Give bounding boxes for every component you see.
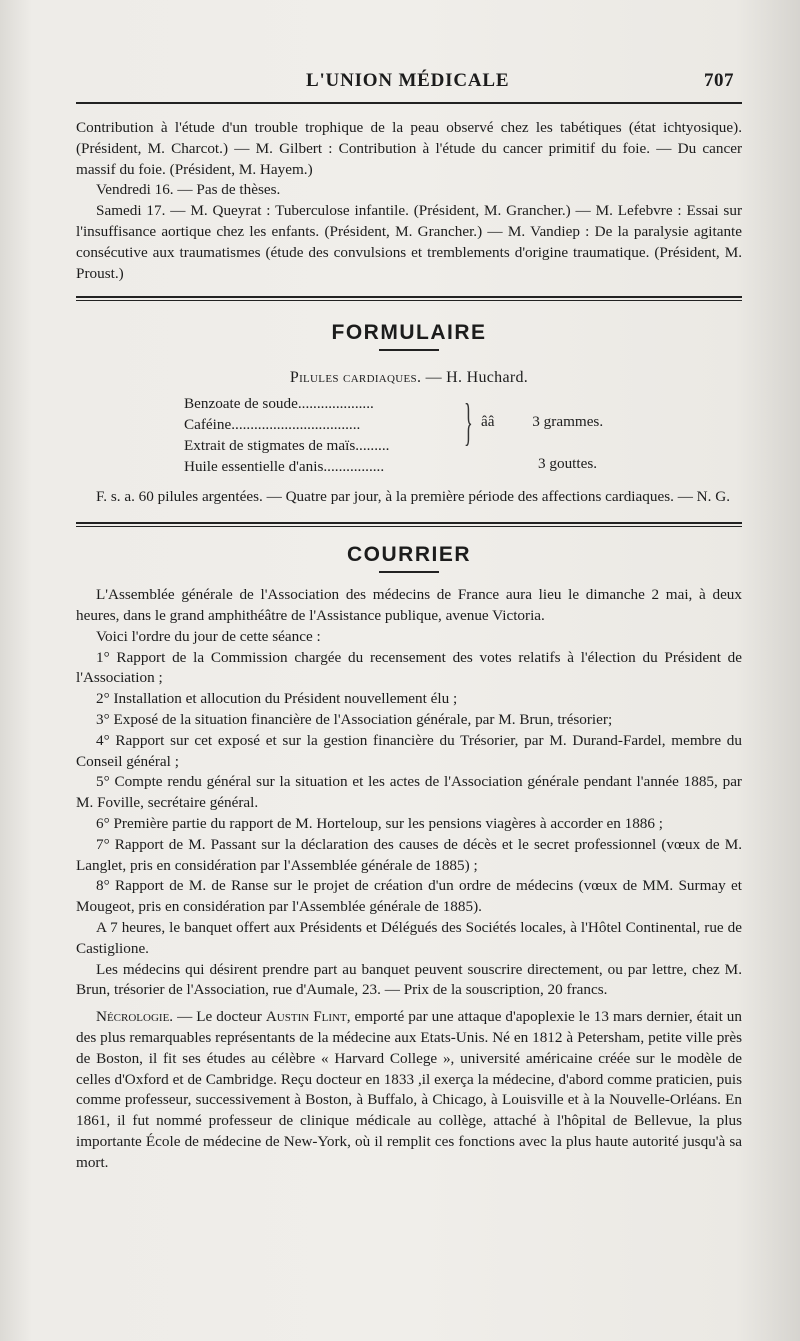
section-divider — [76, 522, 742, 527]
necrologie-label: Nécrologie. — [96, 1008, 174, 1026]
section-divider — [76, 296, 742, 301]
brace-glyph: } — [464, 394, 473, 452]
agenda-item: 4° Rapport sur cet exposé et sur la gestion financière du Trésorier, par M. Durand-Fardel, membre du Conseil général ; — [76, 731, 742, 770]
thesis-entry: Contribution à l'étude d'un trouble trophique de la peau observé chez les tabétiques (état ichtyosique). (Président, M. Charcot.) — M. Gilbert : Contribution à l'étude du cancer primitif du foie. — Du cancer massif du foie. (Président, M. Hayem.) — [76, 119, 742, 178]
dose-amount: 3 grammes. — [532, 413, 604, 431]
courrier-body — [76, 585, 742, 1173]
ingredient: Extrait de stigmates de maïs......... — [184, 437, 390, 455]
thesis-entry: Vendredi 16. — Pas de thèses. — [96, 181, 281, 199]
courrier-paragraph: Voici l'ordre du jour de cette séance : — [96, 627, 321, 645]
agenda-item: 7° Rapport de M. Passant sur la déclaration des causes de décès et le secret professionnel (vœux de M. Langlet, pris en considération par l'Assemblée générale de 1885) ; — [76, 835, 742, 874]
agenda-item: 8° Rapport de M. de Ranse sur le projet de création d'un ordre de médecins (vœux de MM. Surmay et Mougeot, pris en considération par l'Assemblée générale de 1885). — [76, 877, 742, 916]
necrologie-text: , emporté par une attaque d'apoplexie le 13 mars dernier, était un des plus remarquables représentants de la médecine aux Etats-Unis. Né en 1812 à Petersham, petite ville près de Boston, il fit ses études au célèbre « Harvard College », université américaine créée sur le modèle de celles d'Oxford et de Cambridge. Reçu docteur en 1833 ,il exerça la médecine, d'abord comme praticien, puis comme professeur, successivement à Boston, à Buffalo, à Chicago, à Louisville et à la Nouvelle-Orléans. En 1861, il fut nommé professeur de clinique médicale au collège, attaché à l'hôpital de Bellevue, la plus importante École de médecine de New-York, où il remplit ces fonctions avec la plus haute autorité jusqu'à sa mort. — [76, 1008, 742, 1171]
dose-prefix: ââ — [481, 413, 495, 431]
agenda-item: 1° Rapport de la Commission chargée du recensement des votes relatifs à l'élection du Président de l'Association ; — [76, 648, 742, 687]
heading-underline — [379, 349, 439, 351]
courrier-paragraph: Les médecins qui désirent prendre part au banquet peuvent souscrire directement, ou par lettre, chez M. Brun, trésorier de l'Association, rue d'Aumale, 23. — Prix de la souscription, 20 francs. — [76, 960, 742, 999]
ingredient: Huile essentielle d'anis................ — [184, 458, 385, 476]
courrier-heading: COURRIER — [346, 543, 471, 567]
recipe-ingredients — [76, 393, 742, 479]
formulaire-heading: FORMULAIRE — [331, 321, 487, 345]
agenda-item: 6° Première partie du rapport de M. Horteloup, sur les pensions viagères à accorder en 1886 ; — [96, 814, 663, 832]
agenda-item: 5° Compte rendu général sur la situation et les actes de l'Association générale pendant l'année 1885, par M. Foville, secrétaire général. — [76, 773, 742, 812]
necrologie-paragraph — [76, 1007, 742, 1173]
recipe-author: — H. Huchard. — [425, 369, 529, 387]
running-header — [76, 70, 742, 96]
page-content — [76, 70, 742, 1173]
agenda-item: 2° Installation et allocution du Président nouvellement élu ; — [96, 690, 458, 708]
agenda-item: 3° Exposé de la situation financière de l'Association générale, par M. Brun, trésorier; — [96, 710, 613, 728]
ingredient: Caféine.................................. — [184, 416, 361, 434]
page-number: 707 — [704, 70, 734, 91]
courrier-paragraph: A 7 heures, le banquet offert aux Présidents et Délégués des Sociétés locales, à l'Hôtel Continental, rue de Castiglione. — [76, 918, 742, 957]
necrologie-name: Austin Flint — [265, 1008, 347, 1026]
thesis-entry: Samedi 17. — M. Queyrat : Tuberculose infantile. (Président, M. Grancher.) — M. Lefebvre : Essai sur l'insuffisance aortique chez les enfants. (Président, M. Grancher.) — M. Vandiep : De la paralysie agitante consécutive aux traumatismes (étude des convulsions et tremblements d'origine traumatique. (Président, M. Proust.) — [76, 202, 742, 282]
journal-title: L'UNION MÉDICALE — [306, 70, 510, 91]
recipe-instructions: F. s. a. 60 pilules argentées. — Quatre par jour, à la première période des affections cardiaques. — N. G. — [96, 488, 731, 506]
header-rule — [76, 102, 742, 104]
courrier-paragraph: L'Assemblée générale de l'Association des médecins de France aura lieu le dimanche 2 mai, à deux heures, dans le grand amphithéâtre de l'Assistance publique, avenue Victoria. — [76, 586, 742, 624]
theses-list — [76, 118, 742, 284]
recipe-title — [76, 369, 742, 387]
ingredient: Benzoate de soude.................... — [184, 395, 374, 413]
heading-underline — [379, 571, 439, 573]
anis-dose: 3 gouttes. — [538, 455, 598, 473]
shared-dose — [481, 413, 603, 431]
recipe-name: Pilules cardiaques. — [289, 369, 422, 387]
necrologie-intro: — Le docteur — [177, 1008, 262, 1026]
